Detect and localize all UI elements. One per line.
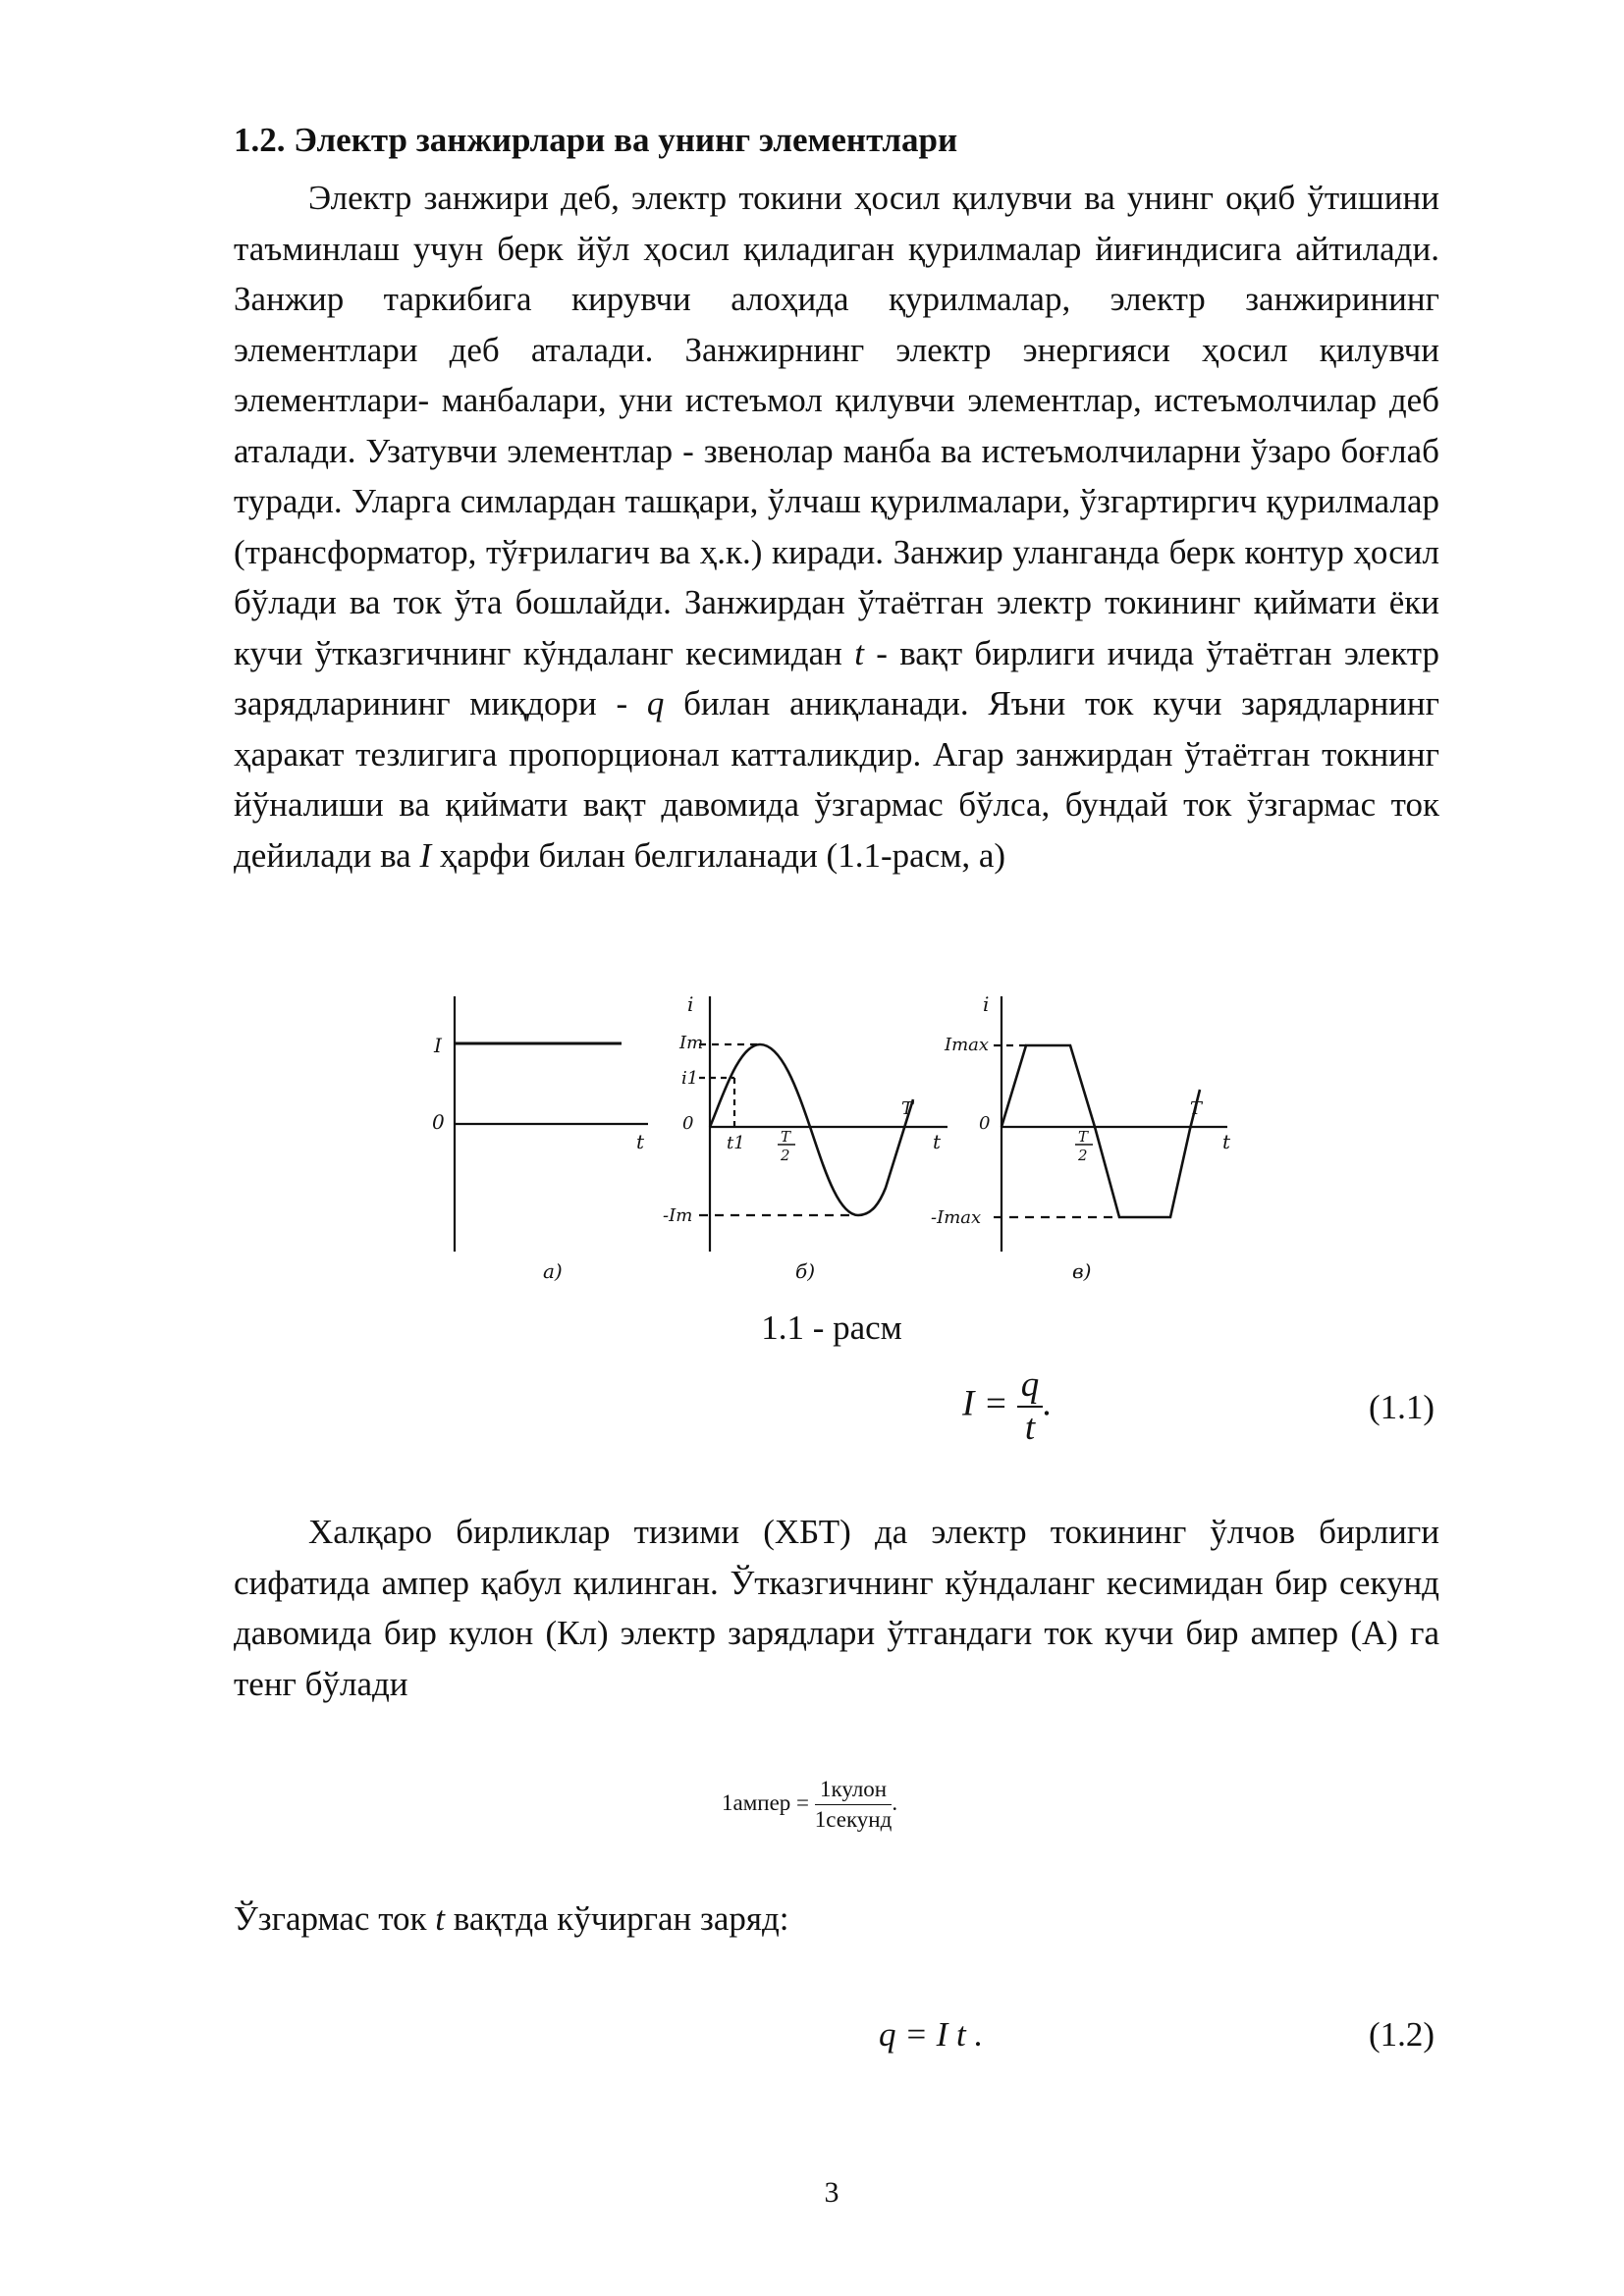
current-waveforms-diagram (0, 982, 1624, 1306)
fraction-numerator: q (1017, 1364, 1044, 1408)
paragraph-charge (234, 1894, 789, 1944)
paragraph-text: - вақт бирлиги ичида ўтаётган электр зарядларининг миқдори - (234, 633, 1440, 722)
label-b-i: i (687, 992, 694, 1016)
trapezoid-wave (1001, 1045, 1200, 1217)
sine-wave (710, 1044, 913, 1215)
paragraph-intro (234, 173, 1439, 881)
figure-1-1 (0, 982, 1624, 1306)
section-heading: 1.2. Электр занжирлари ва унинг элементлари (234, 121, 958, 159)
fraction-numerator: 1кулон (815, 1775, 893, 1805)
label-a-t: t (636, 1130, 645, 1153)
paragraph-text: ҳарфи билан белгиланади (1.1-расм, а) (431, 835, 1006, 875)
label-a-I: I (434, 1034, 442, 1057)
label-b-zero: 0 (682, 1113, 694, 1134)
label-b-i1: i1 (681, 1068, 699, 1089)
label-b-t2-den: 2 (781, 1147, 790, 1164)
paragraph-text: билан аниқланади. Яъни ток кучи зарядларнинг ҳаракат тезлигига пропорционал катталикдир. Агар занжирдан ўтаётган токнинг йўналиши ва қиймати вақт давомида ўзгармас бўлса, бундай ток ўзгармас ток дейилади ва (234, 684, 1439, 875)
equation-number: (1.2) (1369, 2015, 1435, 2054)
label-b-neg-im: -Im (663, 1205, 693, 1226)
label-v-t2-den: 2 (1078, 1147, 1088, 1164)
label-b-im: Im (679, 1033, 704, 1053)
label-b-T: T (901, 1098, 914, 1119)
equation-number: (1.1) (1369, 1388, 1435, 1426)
paragraph-text: Ўзгармас ток (234, 1899, 436, 1938)
label-panel-a: а) (543, 1259, 563, 1283)
figure-caption: 1.1 - расм (761, 1308, 902, 1347)
fraction-denominator: t (1024, 1408, 1036, 1448)
label-b-t1: t1 (727, 1133, 745, 1153)
formula-1-2: q = I t . (879, 2015, 984, 2054)
formula-tail: . (1043, 1383, 1053, 1424)
label-v-T: T (1190, 1098, 1203, 1119)
formula-tail: . (892, 1789, 898, 1815)
fraction (1017, 1364, 1044, 1449)
label-panel-b: б) (795, 1259, 816, 1283)
formula-lhs: I = (962, 1383, 1008, 1424)
label-a-zero: 0 (432, 1110, 445, 1134)
label-v-neg-imax: -Imax (931, 1207, 982, 1228)
formula-ampere-definition (722, 1775, 897, 1835)
paragraph-si-units (234, 1507, 1439, 1709)
paragraph-text: Халқаро бирликлар тизими (ХБТ) да электр токининг ўлчов бирлиги сифатида ампер қабул қилинган. Ўтказгичнинг кўндаланг кесимидан бир секунд давомида бир кулон (Кл) электр зарядлари ўтгандаги ток кучи бир ампер (А) га тенг бўлади (234, 1513, 1439, 1703)
paragraph-text: Электр занжири деб, электр токини ҳосил қилувчи ва унинг оқиб ўтишини таъминлаш учун берк йўл ҳосил қиладиган қурилмалар йиғиндисига айтилади. Занжир таркибига кирувчи алоҳида қурилмалар, электр занжирининг элементлари деб аталади. Занжирнинг электр энергияси ҳосил қилувчи элементлари- манбалари, уни истеъмол қилувчи элементлар, истеъмолчилар деб аталади. Узатувчи элементлар - звенолар манба ва истеъмолчиларни ўзаро боғлаб туради. Уларга симлардан ташқари, ўлчаш қурилмалари, ўзгартиргич қурилмалар (трансформатор, тўғрилагич ва ҳ.к.) киради. Занжир уланганда берк контур ҳосил бўлади ва ток ўта бошлайди. Занжирдан ўтаётган электр токининг қиймати ёки кучи ўтказгичнинг кўндаланг кесимидан (234, 179, 1439, 672)
fraction (815, 1775, 893, 1835)
formula-lhs: 1ампер = (722, 1789, 810, 1815)
page-number: 3 (824, 2176, 839, 2209)
label-v-t2-num: T (1078, 1128, 1089, 1146)
label-panel-v: в) (1072, 1259, 1092, 1283)
paragraph-text: вақтда кўчирган заряд: (445, 1899, 789, 1938)
label-v-zero: 0 (979, 1113, 991, 1134)
variable-q: q (646, 684, 665, 722)
fraction-denominator: 1секунд (814, 1807, 893, 1832)
variable-t: t (854, 633, 864, 672)
variable-t: t (435, 1899, 446, 1938)
label-v-imax: Imax (945, 1035, 990, 1055)
label-b-t2-num: T (781, 1128, 791, 1146)
formula-1-1 (962, 1364, 1053, 1449)
label-v-i: i (983, 992, 990, 1016)
label-v-t: t (1222, 1130, 1231, 1153)
variable-I: I (419, 835, 432, 875)
label-b-t: t (933, 1130, 942, 1153)
